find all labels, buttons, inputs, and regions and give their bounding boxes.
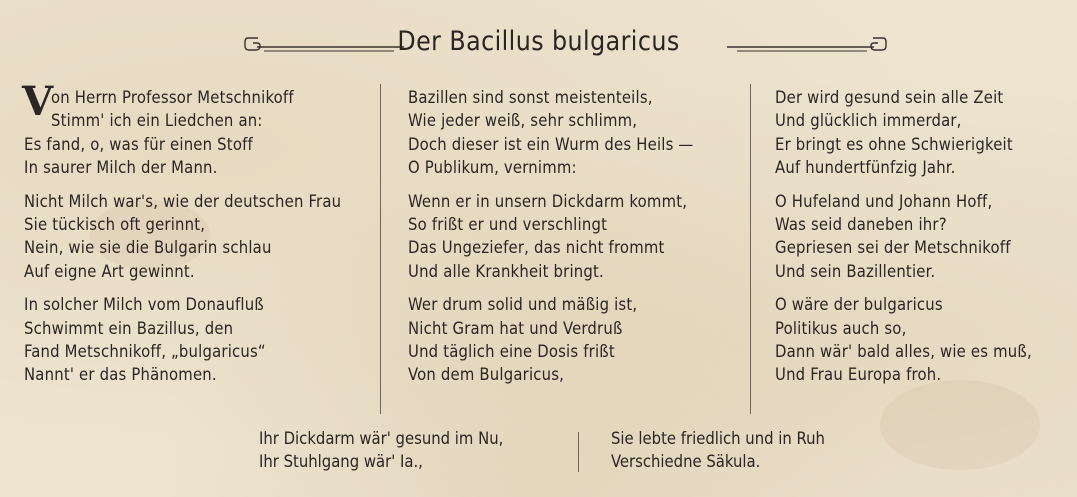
poem-header — [0, 22, 1077, 66]
verse-line: Nicht Milch war's, wie der deutschen Frau — [24, 191, 342, 211]
verse-line: Auf eigne Art gewinnt. — [24, 261, 195, 281]
stanza — [775, 190, 1032, 284]
verse-line: Er bringt es ohne Schwierigkeit — [775, 134, 1013, 154]
verse-line: Von dem Bulgaricus, — [408, 365, 565, 385]
poem-column-3 — [775, 86, 1032, 397]
verse-line: Fand Metschnikoff, „bulgaricus“ — [24, 341, 266, 361]
verse-line-text: on Herrn Professor Metschnikoff — [51, 88, 294, 107]
verse-line: O Hufeland und Johann Hoff, — [775, 191, 993, 211]
verse-line: Ihr Dickdarm wär' gesund im Nu, — [259, 429, 504, 448]
stanza — [775, 293, 1032, 387]
verse-line: Nicht Gram hat und Verdruß — [408, 318, 623, 338]
stanza — [24, 190, 341, 284]
verse-line: In solcher Milch vom Donaufluß — [24, 295, 264, 315]
verse-line: Und glücklich immerdar, — [775, 111, 962, 131]
stanza — [24, 293, 341, 387]
verse-line: In saurer Milch der Mann. — [24, 158, 218, 178]
stanza — [408, 293, 693, 387]
poem-column-2 — [408, 86, 693, 397]
drop-cap: V — [22, 78, 54, 125]
verse-line: Und sein Bazillentier. — [775, 261, 936, 281]
verse-line: Das Ungeziefer, das nicht frommt — [408, 238, 665, 258]
verse-line: Dann wär' bald alles, wie es muß, — [775, 341, 1032, 361]
verse-line: Schwimmt ein Bazillus, den — [24, 318, 234, 338]
verse-line: Sie lebte friedlich und in Ruh — [611, 429, 825, 448]
verse-line: Doch dieser ist ein Wurm des Heils — — [408, 134, 694, 154]
verse-line: Verschiedne Säkula. — [611, 452, 761, 472]
verse-line: Und täglich eine Dosis frißt — [408, 341, 615, 361]
poem-column-1 — [22, 78, 342, 397]
column-divider — [750, 84, 751, 414]
verse-line: Auf hundertfünfzig Jahr. — [775, 158, 956, 178]
verse-line: Nannt' er das Phänomen. — [24, 365, 217, 385]
column-divider — [380, 84, 381, 414]
stanza — [22, 78, 341, 180]
verse-line: Wenn er in unsern Dickdarm kommt, — [408, 191, 688, 211]
verse-line: Der wird gesund sein alle Zeit — [775, 88, 1004, 107]
stanza — [408, 190, 693, 284]
scroll-ornament-right-icon — [725, 34, 887, 54]
poem-title: Der Bacillus bulgaricus — [397, 26, 680, 57]
verse-line: Was seid daneben ihr? — [775, 214, 947, 234]
verse-line: O Publikum, vernimm: — [408, 158, 577, 178]
verse-line: So frißt er und verschlingt — [408, 214, 608, 234]
verse-line: Es fand, o, was für einen Stoff — [24, 134, 253, 154]
closing-couplet-left — [259, 427, 503, 474]
stanza — [775, 86, 1032, 180]
verse-line: Gepriesen sei der Metschnikoff — [775, 238, 1011, 258]
verse-line: Politikus auch so, — [775, 318, 907, 338]
verse-line: Wie jeder weiß, sehr schlimm, — [408, 111, 638, 131]
verse-line: O wäre der bulgaricus — [775, 295, 943, 315]
verse-line: Nein, wie sie die Bulgarin schlau — [24, 238, 272, 258]
verse-line: Stimm' ich ein Liedchen an: — [51, 111, 263, 131]
closing-couplet-right — [611, 427, 825, 474]
verse-line: Und Frau Europa froh. — [775, 365, 942, 385]
stanza — [408, 86, 693, 180]
verse-line: Ihr Stuhlgang wär' Ia., — [259, 452, 423, 472]
verse-line: Bazillen sind sonst meistenteils, — [408, 88, 653, 107]
column-divider — [578, 432, 579, 472]
verse-line: Wer drum solid und mäßig ist, — [408, 295, 638, 315]
verse-line: Sie tückisch oft gerinnt, — [24, 214, 206, 234]
verse-line: Und alle Krankheit bringt. — [408, 261, 604, 281]
